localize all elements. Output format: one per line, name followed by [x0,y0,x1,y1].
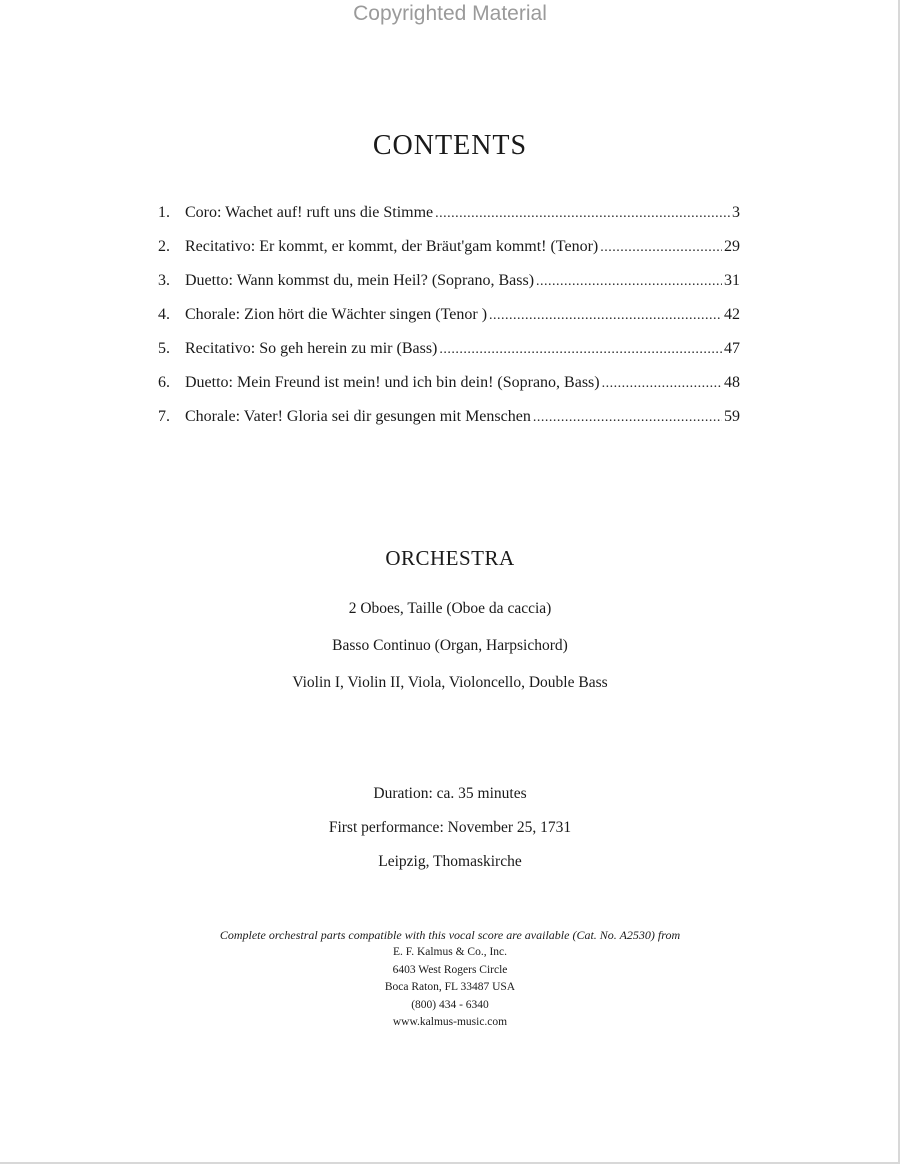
item-page: 29 [724,238,740,255]
copyright-watermark: Copyrighted Material [353,2,547,25]
dot-leader [536,265,722,299]
publisher-name: E. F. Kalmus & Co., Inc. [392,946,508,958]
publisher-footer [0,926,900,1032]
item-page: 31 [724,272,740,289]
dot-leader [533,401,722,435]
orchestra-line: Basso Continuo (Organ, Harpsichord) [332,637,568,654]
dot-leader [600,231,722,265]
parts-availability-note: Complete orchestral parts compatible with this vocal score are available (Cat. No. A2530) from [219,928,681,942]
item-title: Recitativo: So geh herein zu mir (Bass) [185,340,438,357]
item-number: 3. [158,272,170,289]
contents-heading: CONTENTS [372,130,528,161]
orchestra-line: Violin I, Violin II, Viola, Violoncello, Double Bass [292,674,608,691]
first-performance-text: First performance: November 25, 1731 [328,819,572,836]
contents-item [158,298,740,332]
contents-item [158,366,740,400]
orchestra-line: 2 Oboes, Taille (Oboe da caccia) [348,600,552,617]
publisher-city: Boca Raton, FL 33487 USA [384,981,516,993]
duration-text: Duration: ca. 35 minutes [373,785,527,802]
contents-item [158,332,740,366]
dot-leader [489,299,722,333]
item-number: 5. [158,340,170,357]
item-page: 48 [724,374,740,391]
item-title: Duetto: Mein Freund ist mein! und ich bin dein! (Soprano, Bass) [185,374,600,391]
location-text: Leipzig, Thomaskirche [378,853,522,870]
publisher-phone: (800) 434 - 6340 [411,998,489,1011]
item-number: 6. [158,374,170,391]
dot-leader [602,367,722,401]
item-number: 4. [158,306,170,323]
item-title: Recitativo: Er kommt, er kommt, der Bräut'gam kommt! (Tenor) [185,238,599,255]
item-page: 3 [732,204,740,221]
contents-item [158,400,740,434]
dot-leader [439,333,722,367]
item-page: 47 [724,340,740,357]
publisher-website: www.kalmus-music.com [392,1016,508,1028]
publisher-street: 6403 West Rogers Circle [392,963,508,976]
orchestra-heading: ORCHESTRA [385,546,515,570]
item-title: Chorale: Vater! Gloria sei dir gesungen mit Menschen [185,408,531,425]
item-number: 7. [158,408,170,425]
performance-info [0,777,900,879]
orchestra-list [0,590,900,701]
contents-item [158,230,740,264]
dot-leader [435,197,730,231]
contents-item [158,264,740,298]
item-title: Chorale: Zion hört die Wächter singen (Tenor ) [185,306,488,323]
item-title: Coro: Wachet auf! ruft uns die Stimme [185,204,434,221]
item-page: 59 [724,408,740,425]
item-title: Duetto: Wann kommst du, mein Heil? (Soprano, Bass) [185,272,535,289]
contents-item [158,196,740,230]
contents-list [158,196,740,434]
item-number: 1. [158,204,170,221]
item-number: 2. [158,238,170,255]
item-page: 42 [724,306,740,323]
